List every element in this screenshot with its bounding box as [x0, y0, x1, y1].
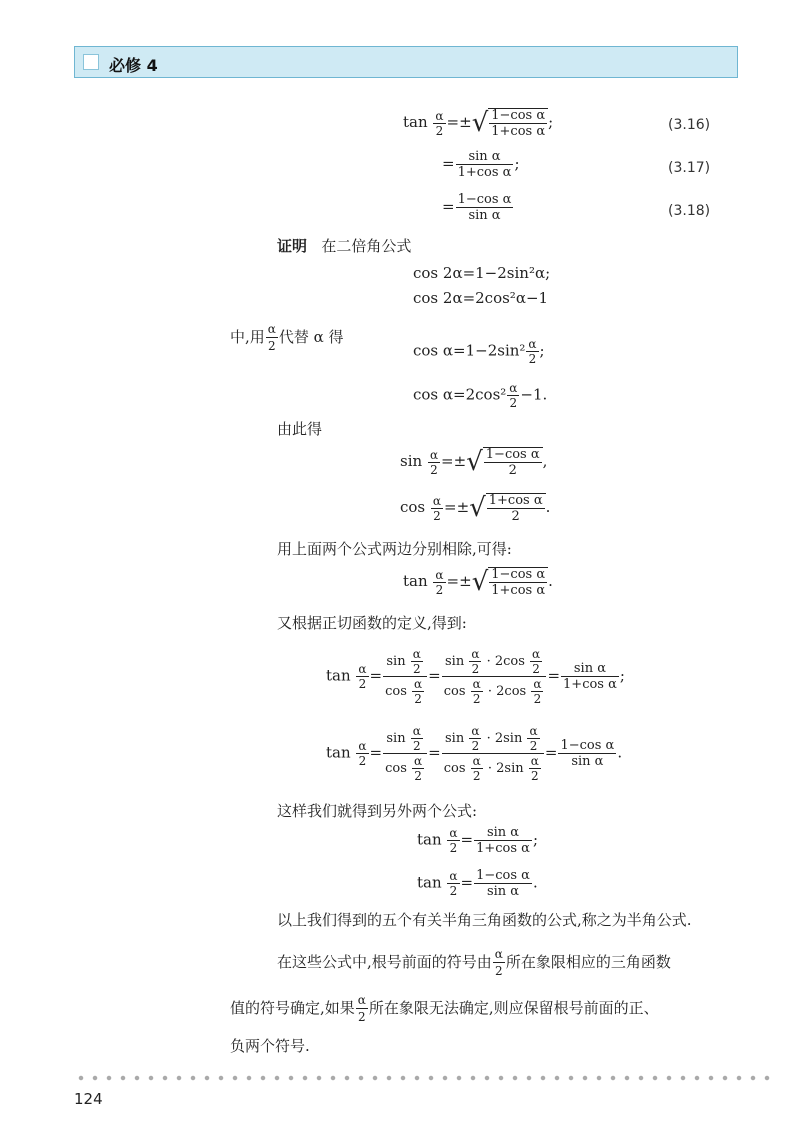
formula-3-17: = $\frac{\text{sin α}}{\text{1+cos α}}$ ;: [442, 149, 520, 180]
note-line-3: 负两个符号.: [230, 1037, 310, 1055]
cos-half-angle: cos $\frac{\alpha}{2}$ =±√ $\frac{\text{1+cos α}}{2}$ .: [400, 493, 551, 524]
header-title: 必修 4: [109, 56, 158, 75]
summary-text: 以上我们得到的五个有关半角三角函数的公式,称之为半角公式.: [277, 911, 692, 929]
equation-number-3-18: (3.18): [668, 203, 711, 219]
tan-half-angle-sqrt: tan $\frac{\alpha}{2}$ =±√ $\frac{\text{1−cos α}}{\text{1+cos α}}$ .: [403, 567, 553, 598]
definition-text: 又根据正切函数的定义,得到:: [277, 614, 467, 632]
two-more-text: 这样我们就得到另外两个公式:: [277, 802, 478, 820]
page-number: 124: [74, 1090, 103, 1108]
tan-derivation-2: tan $\frac{\alpha}{2}$ = sin $\frac{\alpha}{2}$ cos $\frac{\alpha}{2}$ = sin $\frac{\alpha}{2}$ · 2sin $\frac{\alpha}{2}$ cos $\frac{\alpha}{2}$ · 2sin $\frac{\alpha}{2}$ = $\frac{\text{1−cos α}}{\text{sin α}}$ .: [326, 724, 623, 783]
formula-3-18: = $\frac{\text{1−cos α}}{\text{sin α}}$: [442, 192, 512, 223]
footer-dotted-rule: [74, 1075, 774, 1081]
double-angle-formula-2: cos 2α=2cos²α−1: [413, 289, 549, 307]
header-square-icon: [83, 54, 99, 70]
cos-alpha-cos-form: cos α=2cos² $\frac{\alpha}{2}$ −1.: [413, 381, 548, 410]
note-line-1: 在这些公式中,根号前面的符号由 $\frac{\alpha}{2}$ 所在象限相应的三角函数: [277, 947, 671, 979]
double-angle-formula-1: cos 2α=1−2sin²α;: [413, 264, 551, 282]
note-line-2: 值的符号确定,如果 $\frac{\alpha}{2}$ 所在象限无法确定,则应保留根号前面的正、: [230, 993, 659, 1025]
cos-alpha-sin-form: cos α=1−2sin² $\frac{\alpha}{2}$ ;: [413, 337, 545, 366]
hence-text: 由此得: [277, 420, 323, 438]
formula-3-16: tan $\frac{\alpha}{2}$ =±√ $\frac{\text{1−cos α}}{\text{1+cos α}}$ ;: [403, 108, 554, 139]
tan-half-sin-over: tan $\frac{\alpha}{2}$ = $\frac{\text{sin α}}{\text{1+cos α}}$ ;: [417, 825, 539, 856]
tan-derivation-1: tan $\frac{\alpha}{2}$ = sin $\frac{\alpha}{2}$ cos $\frac{\alpha}{2}$ = sin $\frac{\alpha}{2}$ · 2cos $\frac{\alpha}{2}$ cos $\frac{\alpha}{2}$ · 2cos $\frac{\alpha}{2}$ = $\frac{\text{sin α}}{\text{1+cos α}}$ ;: [326, 647, 625, 706]
equation-number-3-16: (3.16): [668, 117, 711, 133]
tan-half-cos-over: tan $\frac{\alpha}{2}$ = $\frac{\text{1−cos α}}{\text{sin α}}$ .: [417, 868, 538, 899]
replace-text: 中,用 $\frac{\alpha}{2}$ 代替 α 得: [230, 322, 344, 354]
chapter-header: [74, 46, 738, 78]
proof-intro: 证明 在二倍角公式: [277, 237, 412, 255]
equation-number-3-17: (3.17): [668, 160, 711, 176]
divide-text: 用上面两个公式两边分别相除,可得:: [277, 540, 512, 558]
sin-half-angle: sin $\frac{\alpha}{2}$ =±√ $\frac{\text{1−cos α}}{2}$ ,: [400, 447, 548, 478]
